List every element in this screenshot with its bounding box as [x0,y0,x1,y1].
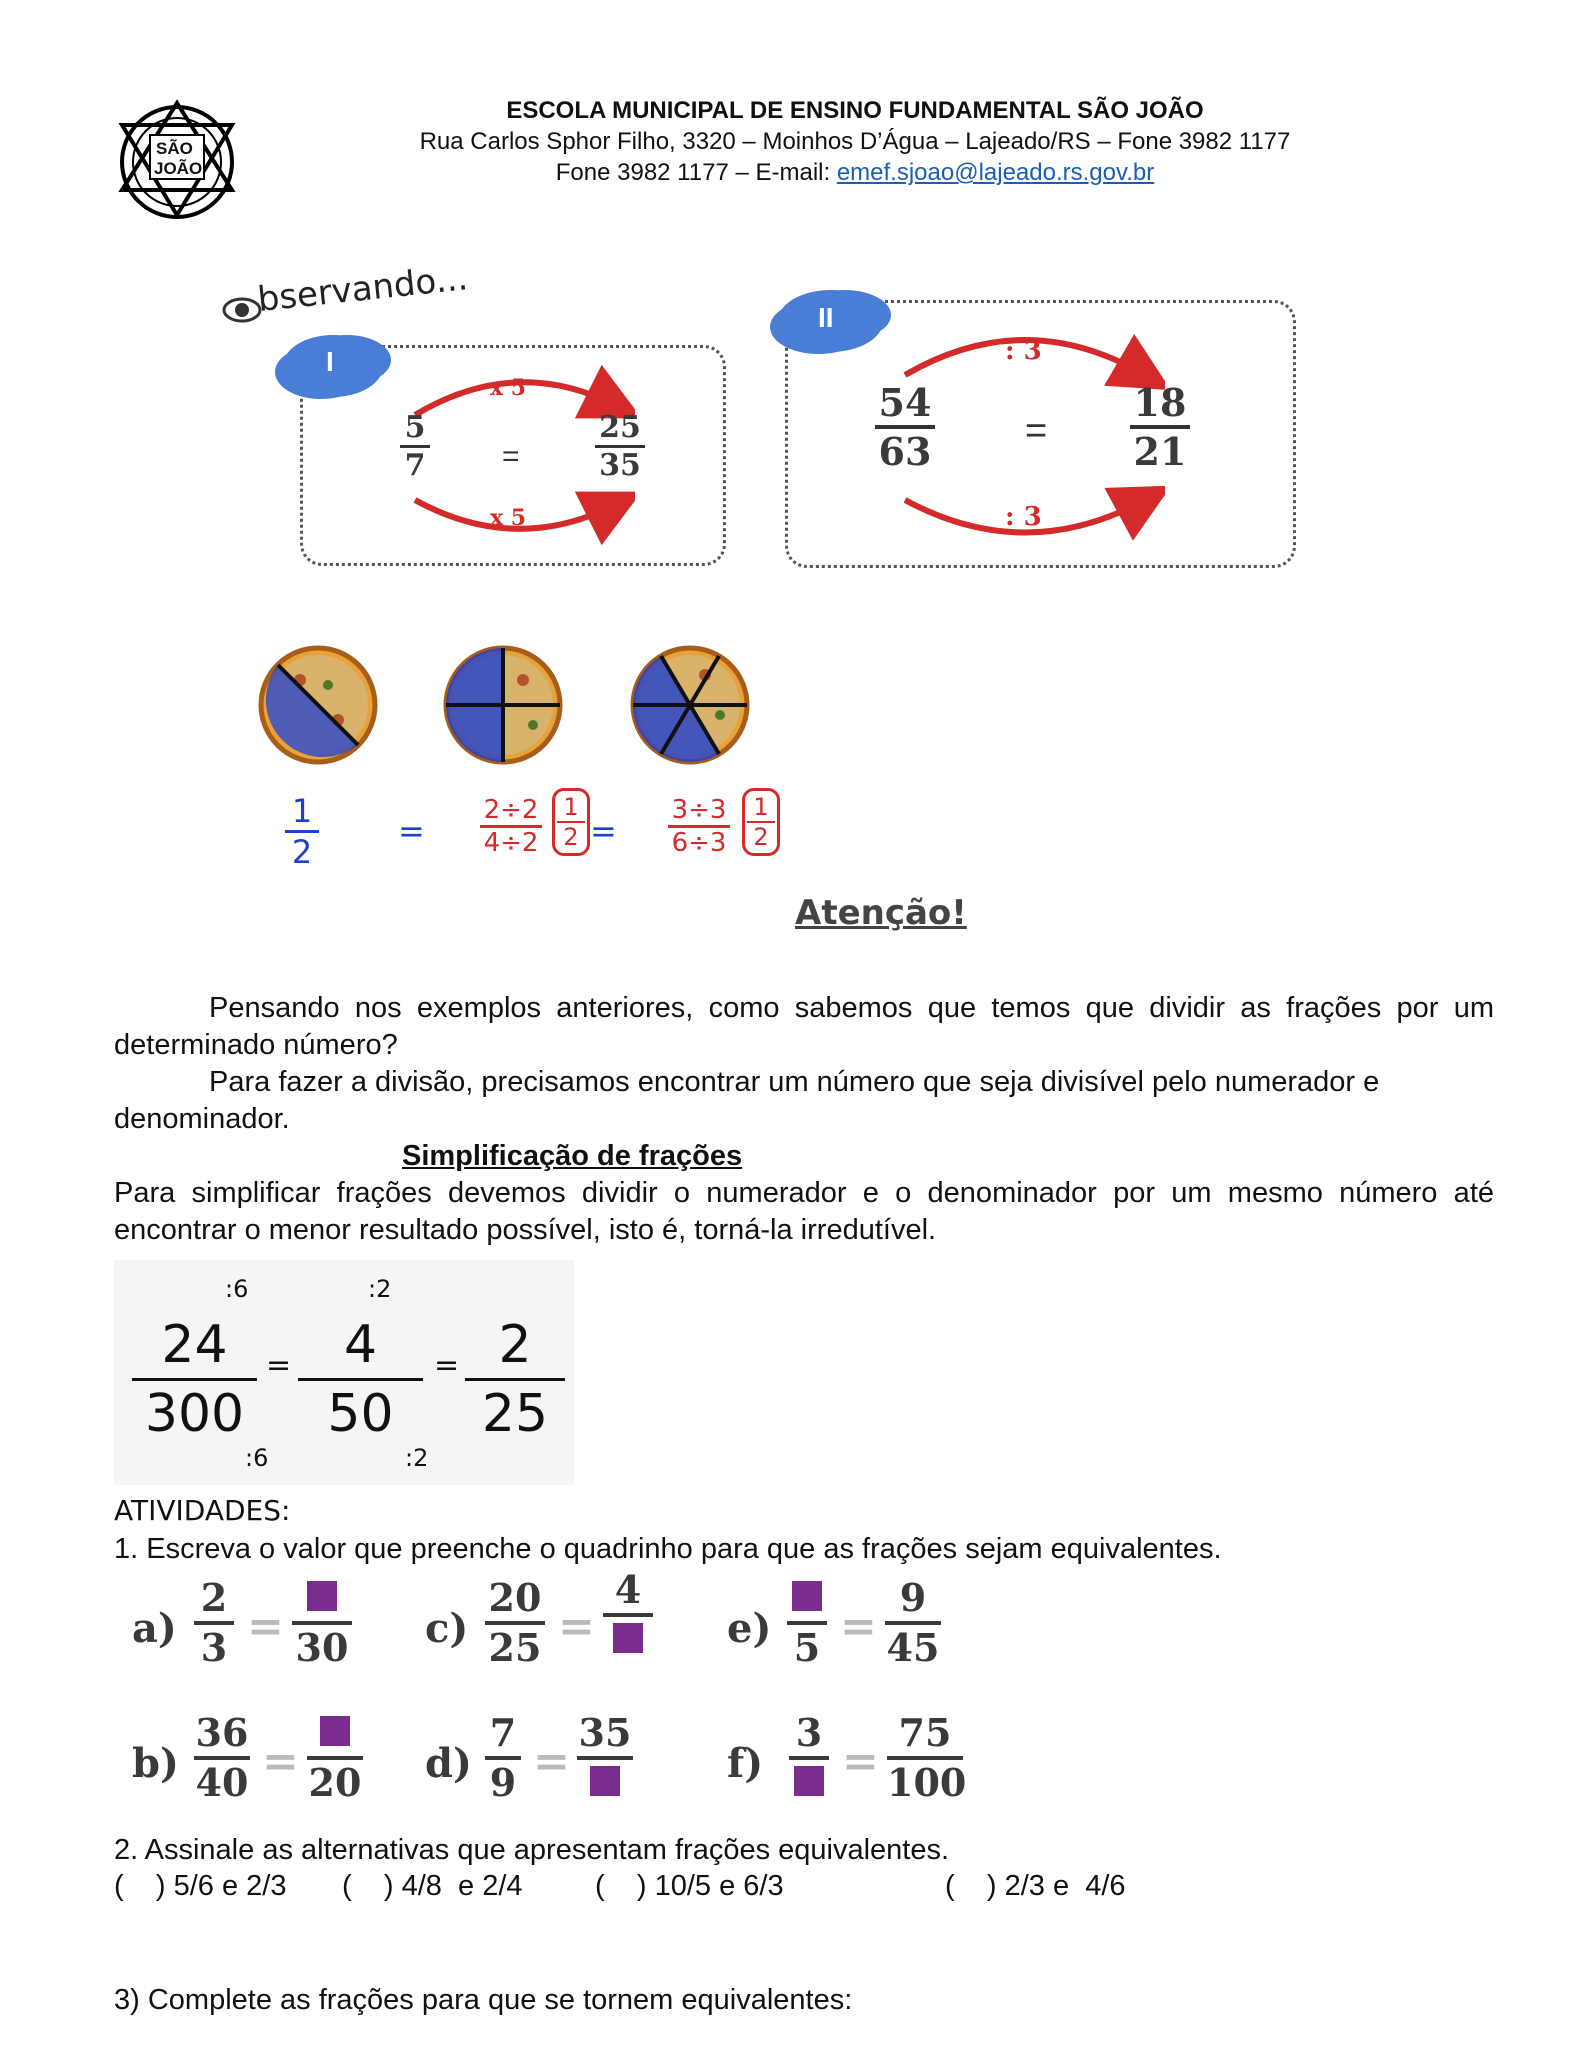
box2-equals: = [1025,410,1048,452]
pizza-equals-2: = [590,812,617,850]
simp-fraction-2: 4 50 [298,1312,423,1447]
logo-text-2: JOÃO [154,159,203,178]
pizza-equals-1: = [398,812,425,850]
blank-square[interactable] [794,1766,824,1796]
observando-title: bservando... [255,258,470,320]
question-3: 3) Complete as frações para que se tornem equivalentes: [114,1984,853,2016]
paragraph-3: Para simplificar frações devemos dividir o numerador e o denominador por um mesmo número até encontrar o menor resultado possível, isto é, torná-la irredutível. [114,1177,1494,1246]
question-1: 1. Escreva o valor que preenche o quadrinho para que as frações sejam equivalentes. [114,1533,1222,1565]
box1-equals: = [502,440,520,473]
blank-square[interactable] [613,1623,643,1653]
simp-op-1-bottom: :6 [245,1444,269,1472]
q2-option-1[interactable]: ( ) 5/6 e 2/3 [114,1870,287,1902]
school-contact: Fone 3982 1177 – E-mail: emef.sjoao@lajeado.rs.gov.br [555,159,1155,186]
box1-fraction-1: 5 7 [400,410,430,483]
question-2: 2. Assinale as alternativas que apresentam frações equivalentes. [114,1834,950,1866]
box1-op-top: x 5 [490,375,527,401]
atencao-heading: Atenção! [795,893,967,933]
pizza-fraction-2: 2÷2 4÷2 [480,795,542,858]
box2-op-bottom: : 3 [1005,502,1042,532]
school-address: Rua Carlos Sphor Filho, 3320 – Moinhos D’Água – Lajeado/RS – Fone 3982 1177 [419,128,1291,155]
simp-op-1-top: :6 [225,1275,249,1303]
box1-op-bottom: x 5 [490,505,527,531]
q2-option-4[interactable]: ( ) 2/3 e 4/6 [945,1870,1126,1902]
cloud-label-2-text: II [818,302,834,333]
pizza-fraction-3: 3÷3 6÷3 [668,795,730,858]
section-title: Simplificação de frações [402,1140,743,1172]
q2-option-3[interactable]: ( ) 10/5 e 6/3 [595,1870,784,1902]
blank-square[interactable] [590,1766,620,1796]
box2-op-top: : 3 [1005,336,1042,366]
box2-fraction-2: 18 21 [1130,380,1190,474]
paragraph-1: Pensando nos exemplos anteriores, como sabemos que temos que dividir as frações por um determinado número? [114,992,1494,1061]
logo-text-1: SÃO [156,139,193,158]
eye-icon [222,296,262,329]
pizza-fraction-1: 1 2 [285,792,319,871]
box1-fraction-2: 25 35 [595,410,645,483]
simp-equals-1: = [266,1348,292,1383]
pizza-sixths [630,645,750,765]
pizza-result-3: 1 2 [742,788,780,856]
activities-heading: ATIVIDADES: [114,1494,291,1527]
simp-op-2-top: :2 [368,1275,392,1303]
simp-equals-2: = [434,1348,460,1383]
q2-option-2[interactable]: ( ) 4/8 e 2/4 [342,1870,523,1902]
email-link[interactable]: emef.sjoao@lajeado.rs.gov.br [836,159,1155,186]
box2-fraction-1: 54 63 [875,380,935,474]
blank-square[interactable] [307,1581,337,1611]
simp-op-2-bottom: :2 [405,1444,429,1472]
pizza-result-2: 1 2 [552,788,590,856]
blank-square[interactable] [320,1716,350,1746]
pizza-quarters [443,645,563,765]
cloud-label-1-text: I [326,346,334,377]
paragraph-2: Para fazer a divisão, precisamos encontrar um número que seja divisível pelo numerador e denominador. [114,1066,1380,1135]
pizza-halves [258,645,378,765]
school-logo [112,95,242,220]
school-name: ESCOLA MUNICIPAL DE ENSINO FUNDAMENTAL SÃO JOÃO [506,97,1204,124]
simp-fraction-3: 2 25 [465,1312,565,1447]
simp-fraction-1: 24 300 [132,1312,257,1447]
blank-square[interactable] [792,1581,822,1611]
